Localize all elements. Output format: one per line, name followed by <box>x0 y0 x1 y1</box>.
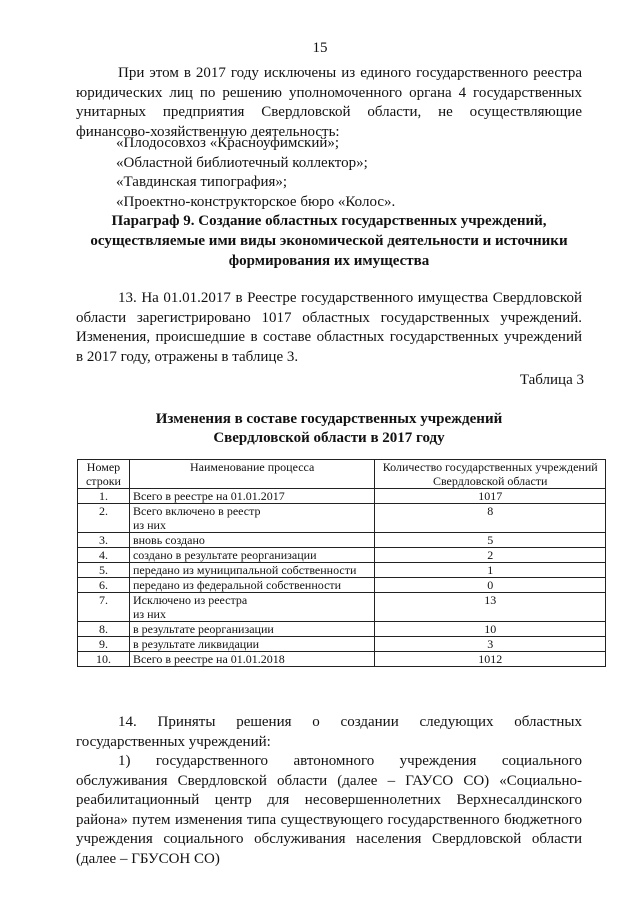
table-label: Таблица 3 <box>519 372 584 388</box>
row-value: 13 <box>375 593 606 622</box>
paragraph-13: 13. На 01.01.2017 в Реестре государственного имущества Свердловской области зарегистрировано 1017 областных государственных учреждений. Изменения, происшедшие в составе областных государственных учреждений в 2017 году, отражены в таблице 3. <box>76 290 582 365</box>
row-name: в результате реорганизации <box>129 622 374 637</box>
list-item: «Областной библиотечный коллектор»; <box>116 154 368 171</box>
header-row-number: Номер строки <box>78 460 130 489</box>
row-value: 10 <box>375 622 606 637</box>
row-value: 1012 <box>375 652 606 667</box>
intro-paragraph: При этом в 2017 году исключены из единого государственного реестра юридических лиц по решению уполномоченного органа 4 государственных унитарных предприятия Свердловской области, не осуществляющие финансово-хозяйственную деятельность: <box>76 65 582 140</box>
table-row <box>78 548 606 563</box>
table-title <box>76 410 582 448</box>
table-row <box>78 593 606 622</box>
row-value: 3 <box>375 637 606 652</box>
row-name: передано из федеральной собственности <box>129 578 374 593</box>
row-name: в результате ликвидации <box>129 637 374 652</box>
table-row <box>78 489 606 504</box>
row-value: 8 <box>375 504 606 533</box>
row-name: вновь создано <box>129 533 374 548</box>
bottom-text <box>76 713 582 869</box>
row-number: 6. <box>78 578 130 593</box>
table-row <box>78 652 606 667</box>
row-name: Всего в реестре на 01.01.2017 <box>129 489 374 504</box>
row-value: 0 <box>375 578 606 593</box>
row-value: 5 <box>375 533 606 548</box>
table-row <box>78 622 606 637</box>
paragraph-14: 14. Приняты решения о создании следующих областных государственных учреждений: <box>76 714 582 750</box>
header-process-name: Наименование процесса <box>129 460 374 489</box>
row-name: создано в результате реорганизации <box>129 548 374 563</box>
table-row <box>78 563 606 578</box>
list-item: «Тавдинская типография»; <box>116 174 288 190</box>
row-name-main: Всего включено в реестр <box>132 504 261 518</box>
row-name <box>129 504 374 533</box>
table-title-line-1: Изменения в составе государственных учреждений <box>155 411 503 427</box>
table-row <box>78 533 606 548</box>
page-number: 15 <box>312 40 328 56</box>
row-number: 3. <box>78 533 130 548</box>
changes-table <box>77 459 606 667</box>
row-number: 2. <box>78 504 130 533</box>
row-value: 1 <box>375 563 606 578</box>
excluded-list <box>116 134 395 212</box>
section-heading: Параграф 9. Создание областных государственных учреждений, осуществляемые ими виды экономической деятельности и источники формирования их имущества <box>90 213 568 269</box>
table-row <box>78 637 606 652</box>
row-number: 5. <box>78 563 130 578</box>
row-number: 8. <box>78 622 130 637</box>
row-number: 1. <box>78 489 130 504</box>
row-name-main: Исключено из реестра <box>132 593 248 607</box>
row-value: 1017 <box>375 489 606 504</box>
table-header-row <box>78 460 606 489</box>
table-title-line-2: Свердловской области в 2017 году <box>213 430 445 446</box>
row-number: 7. <box>78 593 130 622</box>
row-number: 4. <box>78 548 130 563</box>
row-name <box>129 593 374 622</box>
row-name-sub: из них <box>132 518 166 532</box>
list-item: «Плодосовхоз «Красноуфимский»; <box>116 135 340 151</box>
row-number: 9. <box>78 637 130 652</box>
list-item: «Проектно-конструкторское бюро «Колос». <box>116 193 396 210</box>
row-name: передано из муниципальной собственности <box>129 563 374 578</box>
table-row <box>78 578 606 593</box>
row-name-sub: из них <box>132 607 166 621</box>
header-count: Количество государственных учреждений Свердловской области <box>375 460 606 489</box>
row-number: 10. <box>78 652 130 667</box>
row-value: 2 <box>375 548 606 563</box>
table-row <box>78 504 606 533</box>
paragraph-14-item-1: 1) государственного автономного учреждения социального обслуживания Свердловской области (далее – ГАУСО СО) «Социально-реабилитационный центр для несовершеннолетних Верхнесалдинского района» путем изменения типа существующего государственного бюджетного учреждения социального обслуживания населения Свердловской области (далее – ГБУСОН СО) <box>76 753 582 867</box>
row-name: Всего в реестре на 01.01.2018 <box>129 652 374 667</box>
